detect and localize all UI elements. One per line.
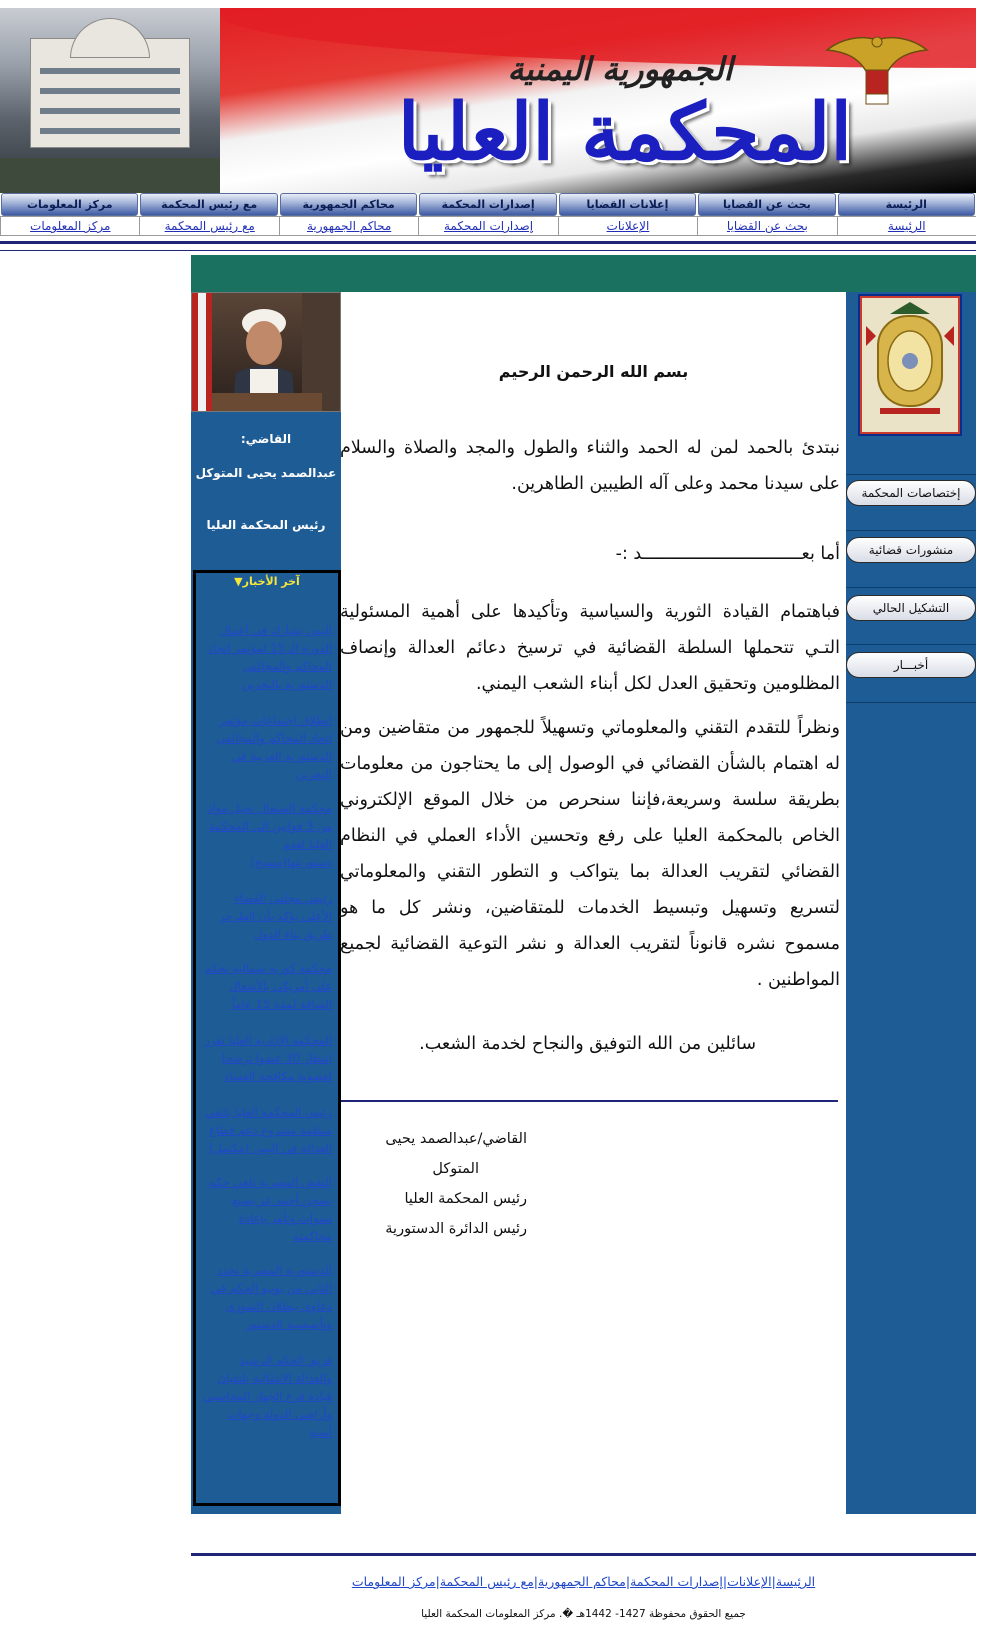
intro-paragraph: نبتدئ بالحمد لمن له الحمد والثناء والطول والمجد والصلاة والسلام على سيدنا محمد وعلى آله الطيبين الطاهرين.: [340, 438, 840, 494]
footer-divider: [191, 1553, 976, 1556]
latest-news-header: آخر الأخبار▼: [234, 575, 300, 588]
leadership-paragraph: فباهتمام القيادة الثورية والسياسية وتأكيدها على أهمية المسئولية التـي تتحملها السلطة القضائية في ترسيخ دعائم العدالة وإنصاف المظلومين وتحقيق العدل لكل أبناء الشعب اليمني.: [340, 602, 840, 694]
nav-link-case-search[interactable]: بحث عن القضايا: [697, 217, 836, 235]
signature-line: القاضي/عبدالصمد يحيى: [385, 1131, 527, 1147]
nav-button-publications[interactable]: إصدارات المحكمة: [419, 193, 556, 216]
court-seal-icon: [860, 296, 960, 434]
nav-link-with-president[interactable]: مع رئيس المحكمة: [139, 217, 278, 235]
signature-line: رئيس الدائرة الدستورية: [385, 1221, 527, 1237]
signature-line: رئيس المحكمة العليا: [404, 1191, 527, 1207]
news-item[interactable]: محكمة السنغال تحيل مواد من 3 قوانين الى المحكمة العليا لعدم دستوريتها(مسيح): [207, 801, 332, 869]
court-building-photo: [0, 8, 240, 193]
nav-link-announcements[interactable]: الإعلانات: [558, 217, 697, 235]
nav-link-publications[interactable]: إصدارات المحكمة: [418, 217, 557, 235]
copyright-notice: جميع الحقوق محفوظة 1427- 1442هـ �. مركز المعلومات المحكمة العليا: [421, 1608, 746, 1620]
welcome-message: [341, 292, 846, 1514]
nav-button-case-search[interactable]: بحث عن القضايا: [698, 193, 835, 216]
content-top-strip: [191, 255, 976, 292]
side-menu-news[interactable]: أخبـــار: [846, 652, 976, 678]
basmala-heading: بسم الله الرحمن الرحيم: [498, 362, 689, 381]
site-title: المحكمة العليا: [397, 87, 853, 178]
nav-button-info-center[interactable]: مركز المعلومات: [1, 193, 138, 216]
judge-title: رئيس المحكمة العليا: [206, 518, 326, 532]
nav-button-courts[interactable]: محاكم الجمهورية: [280, 193, 417, 216]
header-divider: [0, 241, 976, 244]
closing-paragraph: سائلين من الله التوفيق والنجاح لخدمة الشعب.: [419, 1034, 756, 1054]
side-menu-judicial-publications[interactable]: منشورات قضائية: [846, 537, 976, 563]
news-item[interactable]: فريق الحكم الرشيد والعدالة الانتقالية يلتقيان قيادة فرع الجهاز المحاسبي وأراضي الدولة وجهات أمنية: [203, 1353, 332, 1439]
header-divider-thin: [0, 250, 976, 251]
republic-subtitle: الجمهورية اليمنية: [507, 50, 733, 88]
side-menu-current-formation[interactable]: التشكيل الحالي: [846, 595, 976, 621]
news-item[interactable]: رئيس المحكمة العليا يلتقي منظمة مشروع دعم قطاع العدالة في اليمن (مكتمل): [205, 1105, 332, 1155]
judge-photo: [191, 292, 341, 412]
news-item[interactable]: الدستورية المصرية تحدد الثاني من يونيو الحكم في دعاوى ببطلان الشورى وتأسيسية الدستور: [211, 1263, 332, 1331]
judge-label: القاضي:: [240, 432, 292, 446]
news-item[interactable]: محكمة كورية شمالية تحكم على أمريكي بالأشغال الشاقة لمدة 15 عاماً: [204, 961, 332, 1011]
news-item[interactable]: النقض المصرية تلغي حكم بسجن أحمد عز بسبع سنوات وتأمر بإعادة محاكمته: [208, 1175, 332, 1243]
left-sidebar: [191, 292, 341, 1514]
news-item[interactable]: انطلاق اجتماعات مؤتمر اتحاد المحاكم والمجالس الدستورية العربية في البحرين: [216, 713, 332, 781]
signature-line: المتوكل: [432, 1161, 479, 1177]
nav-button-bar: [0, 193, 976, 216]
latest-news-box: [193, 570, 341, 1506]
footer-link-info-center[interactable]: مركز المعلومات: [351, 1574, 436, 1589]
nav-button-case-announcements[interactable]: إعلانات القضايا: [559, 193, 696, 216]
judge-name: عبدالصمد يحيى المتوكل: [195, 466, 337, 480]
salutation-paragraph: أما بعـــــــــــــــــــــــــــــــد :-: [615, 544, 840, 564]
nav-link-home[interactable]: الرئيسة: [837, 217, 976, 235]
yemen-eagle-emblem-icon: [822, 30, 932, 110]
nav-button-home[interactable]: الرئيسة: [838, 193, 975, 216]
news-item[interactable]: المحكمة الإدارية العليا تقرر إنتظار 30 عضوا ترشحا لعضوية مكافحة الفساد: [204, 1033, 332, 1083]
footer-link-publications[interactable]: إصدارات المحكمة: [630, 1574, 723, 1589]
court-seal-image: [858, 294, 962, 436]
news-item[interactable]: رئيس مجلس القضاء الأعلى يؤكد بأن الطرحر طريق بناء الدول: [219, 891, 332, 941]
content-divider: [341, 1100, 838, 1102]
nav-button-with-president[interactable]: مع رئيس المحكمة: [140, 193, 277, 216]
signature-block: [367, 1124, 527, 1244]
website-purpose-paragraph: ونظراً للتقدم التقني والمعلوماتي وتسهيلاً للجمهور من متقاضين ومن له اهتمام بالشأن القضائي في الوصول إلى ما يحتاجون من معلومات بطريقة سلسة وسريعة،فإننا سنحرص من خلال الموقع الإلكتروني الخاص بالمحكمة العليا على رفع وتحسين الأداء العملي في النظام القضائي لتقريب العدالة بما يتواكب و التطور التقني والمعلوماتي لتسريع وتسهيل وتبسيط الخدمات للمتقاضين، ونشر كل ما هو مسموح نشره قانوناً لتقريب العدالة و نشر التوعية القضائية لجميع المواطنين .: [340, 718, 840, 990]
right-sidebar: [846, 292, 976, 1514]
footer-link-courts[interactable]: محاكم الجمهورية: [538, 1574, 626, 1589]
judge-portrait-icon: [192, 293, 341, 412]
footer-links: الرئيسة|الإعلانات|إصدارات المحكمة|محاكم الجمهورية|مع رئيس المحكمة|مركز المعلومات: [351, 1574, 816, 1589]
footer-link-with-president[interactable]: مع رئيس المحكمة: [439, 1574, 534, 1589]
nav-link-courts[interactable]: محاكم الجمهورية: [279, 217, 418, 235]
nav-link-info-center[interactable]: مركز المعلومات: [0, 217, 139, 235]
footer-link-announcements[interactable]: الإعلانات: [727, 1574, 772, 1589]
nav-link-bar: [0, 216, 976, 236]
side-menu-court-jurisdiction[interactable]: إختصاصات المحكمة: [846, 480, 976, 506]
header-banner: [0, 8, 976, 193]
news-item[interactable]: اليمن يشارك في أعمال الدورة الـ 15 لمؤتمر اتحاد المحاكم والمجالس الدستورية بالبحرين: [208, 623, 332, 691]
footer-link-home[interactable]: الرئيسة: [775, 1574, 816, 1589]
